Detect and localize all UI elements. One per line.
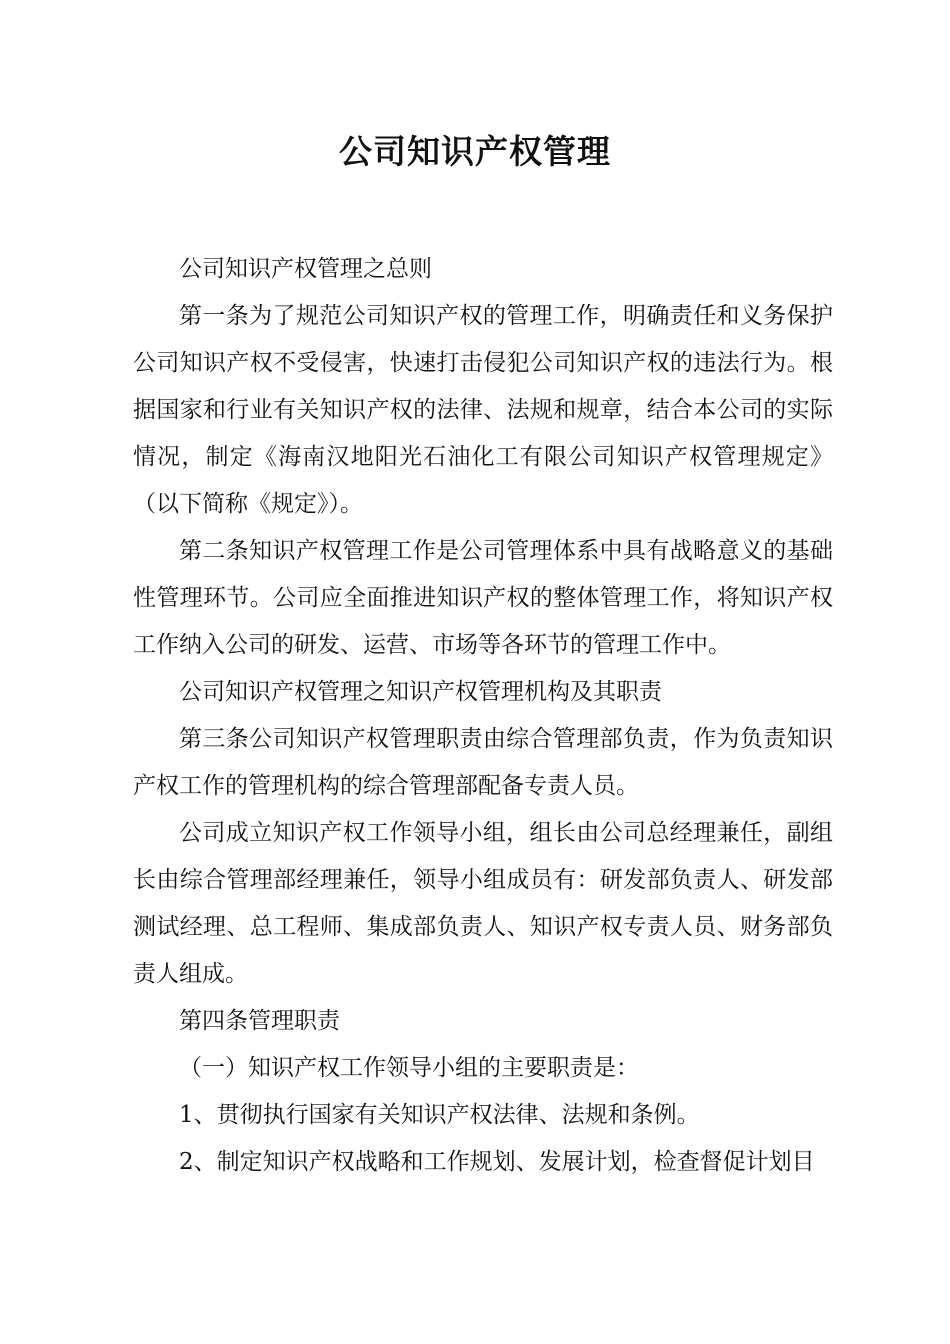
leadership-group-paragraph: 公司成立知识产权工作领导小组，组长由公司总经理兼任，副组长由综合管理部经理兼任，领导小组成员有：研发部负责人、研发部测试经理、总工程师、集成部负责人、知识产权专责人员、财务部负责人组成。 bbox=[133, 820, 833, 987]
article-4-heading: 第四条管理职责 bbox=[179, 1008, 340, 1034]
duties-intro-paragraph: （一）知识产权工作领导小组的主要职责是： bbox=[179, 1055, 639, 1081]
document-title: 公司知识产权管理 bbox=[339, 132, 611, 171]
section-heading-general: 公司知识产权管理之总则 bbox=[179, 256, 432, 282]
article-3-paragraph: 第三条公司知识产权管理职责由综合管理部负责，作为负责知识产权工作的管理机构的综合管理部配备专责人员。 bbox=[133, 726, 833, 799]
duty-item-2: 2、制定知识产权战略和工作规划、发展计划，检查督促计划目 bbox=[179, 1149, 815, 1175]
section-heading-organization: 公司知识产权管理之知识产权管理机构及其职责 bbox=[179, 679, 662, 705]
duty-item-1: 1、贯彻执行国家有关知识产权法律、法规和条例。 bbox=[179, 1102, 700, 1128]
document-body bbox=[133, 246, 833, 1186]
article-1-paragraph: 第一条为了规范公司知识产权的管理工作，明确责任和义务保护公司知识产权不受侵害，快速打击侵犯公司知识产权的违法行为。根据国家和行业有关知识产权的法律、法规和规章，结合本公司的实际情况，制定《海南汉地阳光石油化工有限公司知识产权管理规定》（以下简称《规定》）。 bbox=[133, 303, 833, 517]
article-2-paragraph: 第二条知识产权管理工作是公司管理体系中具有战略意义的基础性管理环节。公司应全面推进知识产权的整体管理工作，将知识产权工作纳入公司的研发、运营、市场等各环节的管理工作中。 bbox=[133, 538, 833, 658]
